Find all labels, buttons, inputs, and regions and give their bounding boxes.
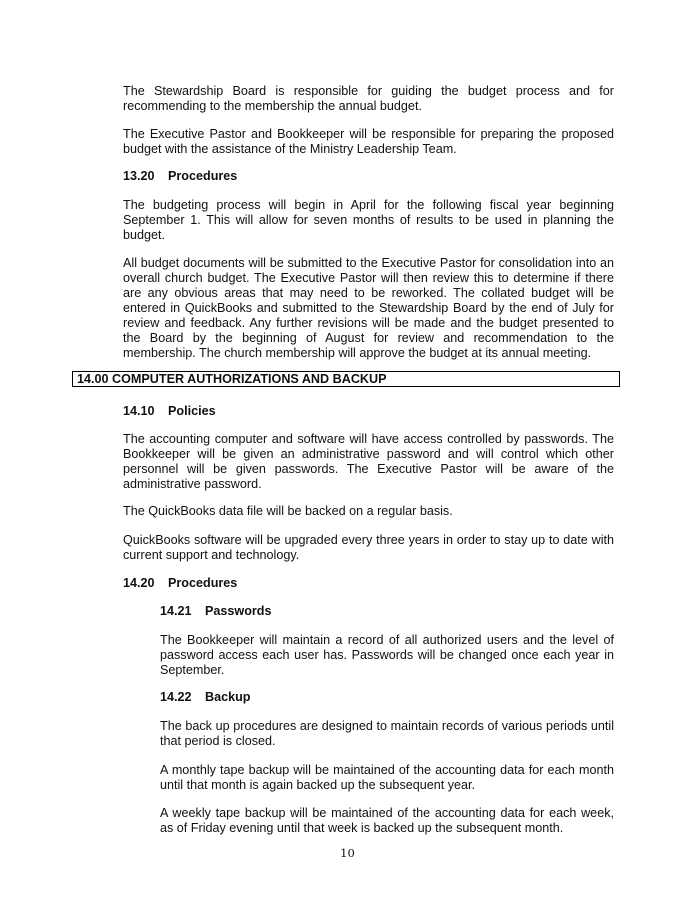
heading-14-10 xyxy=(123,404,216,419)
heading-title: Policies xyxy=(168,404,216,418)
heading-number: 14.22 xyxy=(160,690,192,704)
heading-13-20 xyxy=(123,169,237,184)
page-number: 10 xyxy=(340,846,355,860)
paragraph-executive-pastor: The Executive Pastor and Bookkeeper will be responsible for preparing the proposed budget with the assistance of the Ministry Leadership Team. xyxy=(123,127,614,156)
heading-number: 14.10 xyxy=(123,404,155,418)
heading-number: 14.20 xyxy=(123,576,155,590)
paragraph-passwords-record: The Bookkeeper will maintain a record of all authorized users and the level of password access each user has. Passwords will be changed once each year in September. xyxy=(160,633,614,677)
heading-number: 13.20 xyxy=(123,169,155,183)
paragraph-software-upgrade: QuickBooks software will be upgraded every three years in order to stay up to date with current support and technology. xyxy=(123,533,614,562)
section-heading-14-00: 14.00 COMPUTER AUTHORIZATIONS AND BACKUP xyxy=(72,371,620,387)
heading-title: Procedures xyxy=(168,169,238,183)
paragraph-weekly-backup: A weekly tape backup will be maintained of the accounting data for each week, as of Friday evening until that week is backed up the subsequent month. xyxy=(160,806,614,835)
paragraph-access-control: The accounting computer and software will have access controlled by passwords. The Bookkeeper will be given an administrative password and will control which other personnel will be given passwords. The Executive Pastor will be aware of the administrative password. xyxy=(123,432,614,491)
heading-title: Passwords xyxy=(205,604,272,618)
paragraph-stewardship-board: The Stewardship Board is responsible for guiding the budget process and for recommending to the membership the annual budget. xyxy=(123,84,614,113)
heading-title: Procedures xyxy=(168,576,238,590)
heading-14-20 xyxy=(123,576,237,591)
heading-14-21 xyxy=(160,604,272,619)
paragraph-budget-documents: All budget documents will be submitted to the Executive Pastor for consolidation into an overall church budget. The Executive Pastor will then review this to determine if there are any obvious areas that may need to be reworked. The collated budget will be entered in QuickBooks and submitted to the Stewardship Board by the end of July for review and feedback. Any further revisions will be made and the budget presented to the Board by the beginning of August for review and recommendation to the membership. The church membership will approve the budget at its annual meeting. xyxy=(123,256,614,360)
heading-14-22 xyxy=(160,690,251,705)
heading-number: 14.21 xyxy=(160,604,192,618)
paragraph-data-file: The QuickBooks data file will be backed on a regular basis. xyxy=(123,504,453,518)
heading-title: Backup xyxy=(205,690,251,704)
paragraph-monthly-backup: A monthly tape backup will be maintained of the accounting data for each month until that month is again backed up the subsequent year. xyxy=(160,763,614,792)
paragraph-budgeting-process: The budgeting process will begin in April for the following fiscal year beginning September 1. This will allow for seven months of results to be used in planning the budget. xyxy=(123,198,614,242)
paragraph-backup-intro: The back up procedures are designed to maintain records of various periods until that period is closed. xyxy=(160,719,614,748)
